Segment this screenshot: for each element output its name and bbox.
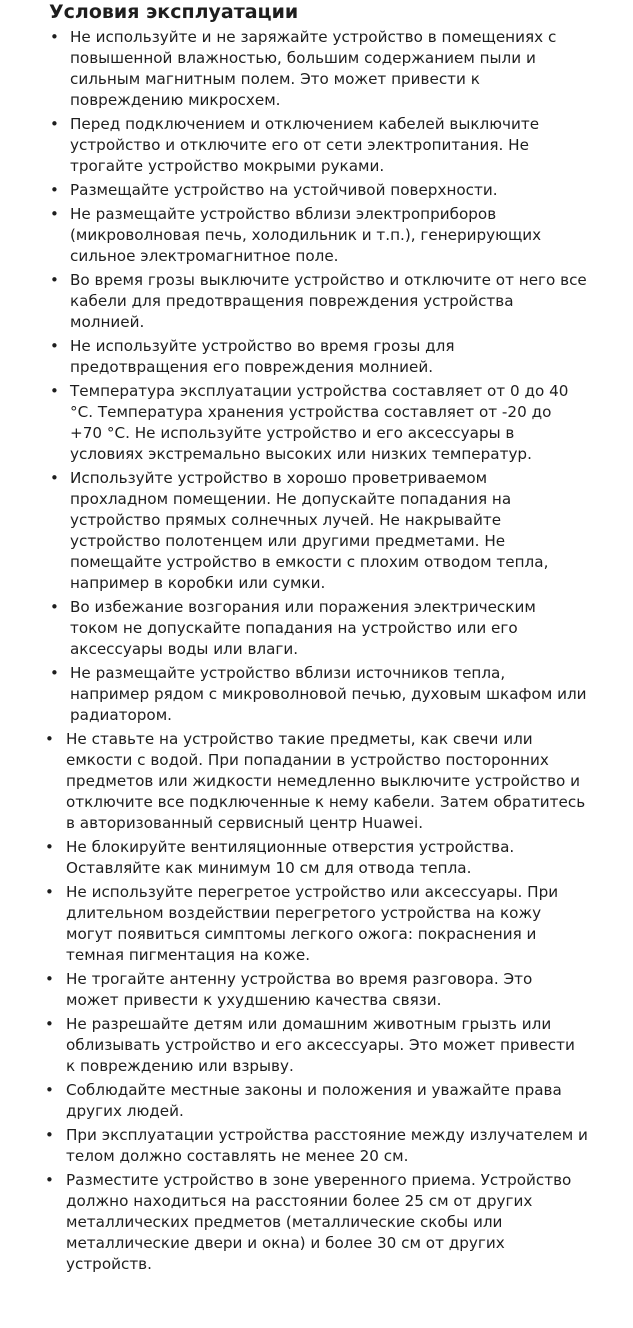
list-item-text: Не разрешайте детям или домашним животным грызть или облизывать устройство и его аксессуары. Это может привести к повреждению или взрыву. xyxy=(66,1015,575,1075)
list-item-text: Соблюдайте местные законы и положения и уважайте права других людей. xyxy=(66,1081,562,1120)
list-item-text: Размещайте устройство на устойчивой поверхности. xyxy=(70,181,498,199)
list-item xyxy=(0,270,633,333)
list-item-text: Температура эксплуатации устройства составляет от 0 до 40 °C. Температура хранения устройства составляет от -20 до +70 °C. Не используйте устройство и его аксессуары в условиях экстремально высоких или низких температур. xyxy=(70,382,569,463)
list-item xyxy=(0,114,633,177)
bullet-icon: • xyxy=(45,730,54,748)
list-item xyxy=(0,969,633,1011)
list-item-text: Разместите устройство в зоне уверенного приема. Устройство должно находиться на расстоянии более 25 см от других металлических предметов (металлические скобы или металлические двери и окна) и более 30 см от других устройств. xyxy=(66,1171,572,1273)
list-item-text: При эксплуатации устройства расстояние между излучателем и телом должно составлять не менее 20 см. xyxy=(66,1126,588,1165)
bullet-icon: • xyxy=(50,469,59,487)
list-item xyxy=(0,597,633,660)
list-item-text: Перед подключением и отключением кабелей выключите устройство и отключите его от сети электропитания. Не трогайте устройство мокрыми руками. xyxy=(70,115,540,175)
bullet-icon: • xyxy=(50,115,59,133)
list-item xyxy=(0,1014,633,1077)
safety-list xyxy=(0,27,633,1278)
bullet-icon: • xyxy=(45,1126,54,1144)
bullet-icon: • xyxy=(50,598,59,616)
bullet-icon: • xyxy=(50,28,59,46)
bullet-icon: • xyxy=(45,838,54,856)
list-item xyxy=(0,1080,633,1122)
list-item xyxy=(0,882,633,966)
list-item-text: Не трогайте антенну устройства во время разговора. Это может привести к ухудшению качества связи. xyxy=(66,970,533,1009)
list-item xyxy=(0,468,633,594)
list-item-text: Не размещайте устройство вблизи источников тепла, например рядом с микроволновой печью, духовым шкафом или радиатором. xyxy=(70,664,587,724)
list-item-text: Не используйте перегретое устройство или аксессуары. При длительном воздействии перегретого устройства на кожу могут появиться симптомы легкого ожога: покраснения и темная пигментация на коже. xyxy=(66,883,559,964)
bullet-icon: • xyxy=(50,181,59,199)
list-item-text: Не используйте устройство во время грозы для предотвращения его повреждения молнией. xyxy=(70,337,455,376)
bullet-icon: • xyxy=(50,337,59,355)
section-title: Условия эксплуатации xyxy=(49,1,299,23)
list-item xyxy=(0,663,633,726)
list-item xyxy=(0,180,633,201)
list-item-text: Не ставьте на устройство такие предметы, как свечи или емкости с водой. При попадании в устройство посторонних предметов или жидкости немедленно выключите устройство и отключите все подключенные к нему кабели. Затем обратитесь в авторизованный сервисный центр Huawei. xyxy=(66,730,586,832)
bullet-icon: • xyxy=(45,883,54,901)
list-item-text: Не используйте и не заряжайте устройство в помещениях с повышенной влажностью, большим содержанием пыли и сильным магнитным полем. Это может привести к повреждению микросхем. xyxy=(70,28,557,109)
list-item-text: Не блокируйте вентиляционные отверстия устройства. Оставляйте как минимум 10 см для отвода тепла. xyxy=(66,838,515,877)
bullet-icon: • xyxy=(45,970,54,988)
list-item xyxy=(0,1170,633,1275)
bullet-icon: • xyxy=(50,664,59,682)
list-item-text: Не размещайте устройство вблизи электроприборов (микроволновая печь, холодильник и т.п.), генерирующих сильное электромагнитное поле. xyxy=(70,205,542,265)
list-item-text: Используйте устройство в хорошо проветриваемом прохладном помещении. Не допускайте попадания на устройство прямых солнечных лучей. Не накрывайте устройство полотенцем или другими предметами. Не помещайте устройство в емкости с плохим отводом тепла, например в коробки или сумки. xyxy=(70,469,549,592)
bullet-icon: • xyxy=(50,382,59,400)
list-item xyxy=(0,381,633,465)
list-item xyxy=(0,729,633,834)
bullet-icon: • xyxy=(50,271,59,289)
list-item-text: Во время грозы выключите устройство и отключите от него все кабели для предотвращения повреждения устройства молнией. xyxy=(70,271,587,331)
bullet-icon: • xyxy=(45,1171,54,1189)
bullet-icon: • xyxy=(45,1015,54,1033)
list-item xyxy=(0,1125,633,1167)
list-item xyxy=(0,837,633,879)
list-item xyxy=(0,27,633,111)
list-item xyxy=(0,204,633,267)
list-item xyxy=(0,336,633,378)
bullet-icon: • xyxy=(50,205,59,223)
list-item-text: Во избежание возгорания или поражения электрическим током не допускайте попадания на устройство или его аксессуары воды или влаги. xyxy=(70,598,536,658)
bullet-icon: • xyxy=(45,1081,54,1099)
